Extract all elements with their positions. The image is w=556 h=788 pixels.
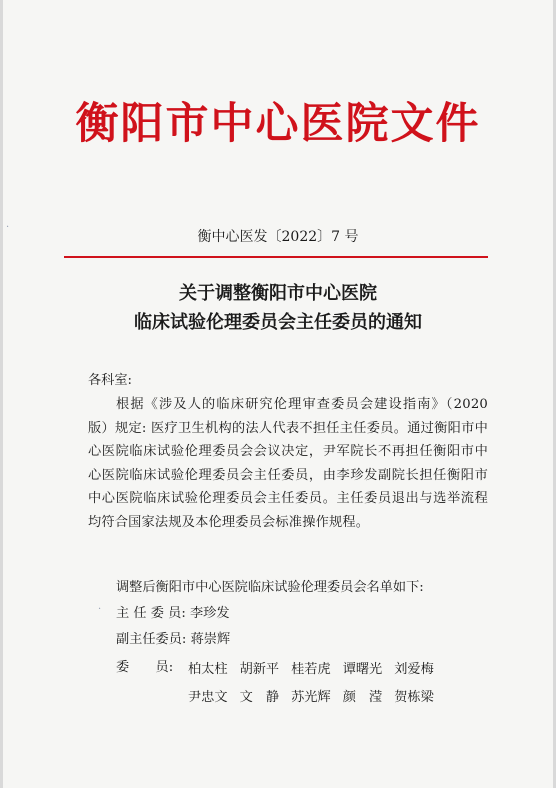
member-name: 桂若虎 <box>291 662 331 677</box>
member-name: 颜 滢 <box>342 690 383 705</box>
notice-title-line-1: 关于调整衡阳市中心医院 <box>179 283 377 304</box>
member-name: 尹忠文 <box>188 690 228 705</box>
director-row <box>116 602 230 625</box>
scan-speck: · <box>98 604 102 615</box>
members-list <box>188 656 488 712</box>
members-label: 委 员: <box>116 660 174 675</box>
member-name: 胡新平 <box>239 662 280 677</box>
document-number: 衡中心医发〔2022〕7 号 <box>197 229 359 245</box>
scan-speck: · <box>6 222 10 233</box>
salutation: 各科室: <box>88 373 133 388</box>
member-name: 苏光辉 <box>291 690 331 705</box>
member-name: 贺栋梁 <box>394 690 434 705</box>
deputy-row <box>116 628 230 651</box>
notice-title <box>0 279 556 337</box>
deputy-label: 副主任委员: <box>116 632 187 647</box>
notice-title-line-2: 临床试验伦理委员会主任委员的通知 <box>134 312 422 333</box>
member-name: 柏太柱 <box>188 662 228 677</box>
member-name: 谭曙光 <box>342 662 383 677</box>
body-paragraph: 根据《涉及人的临床研究伦理审查委员会建设指南》（2020 版）规定: 医疗卫生机构的法人代表不担任主任委员。通过衡阳市中心医院临床试验伦理委员会会议决定，尹军院长不再担任衡阳市中心医院临床试验伦理委员会主任委员，由李珍发副院长担任衡阳市中心医院临床试验伦理委员会主任委员。主任委员退出与选举流程均符合国家法规及本伦理委员会标准操作规程。 <box>88 397 488 530</box>
list-intro: 调整后衡阳市中心医院临床试验伦理委员会名单如下: <box>116 580 424 595</box>
member-name: 文 静 <box>239 690 280 705</box>
document-header-title: 衡阳市中心医院文件 <box>75 99 481 149</box>
red-divider-line <box>64 256 488 258</box>
deputy-name: 蒋崇辉 <box>190 632 231 647</box>
member-name: 刘爱梅 <box>394 662 434 677</box>
director-label: 主 任 委 员: <box>116 606 186 621</box>
director-name: 李珍发 <box>189 606 230 621</box>
